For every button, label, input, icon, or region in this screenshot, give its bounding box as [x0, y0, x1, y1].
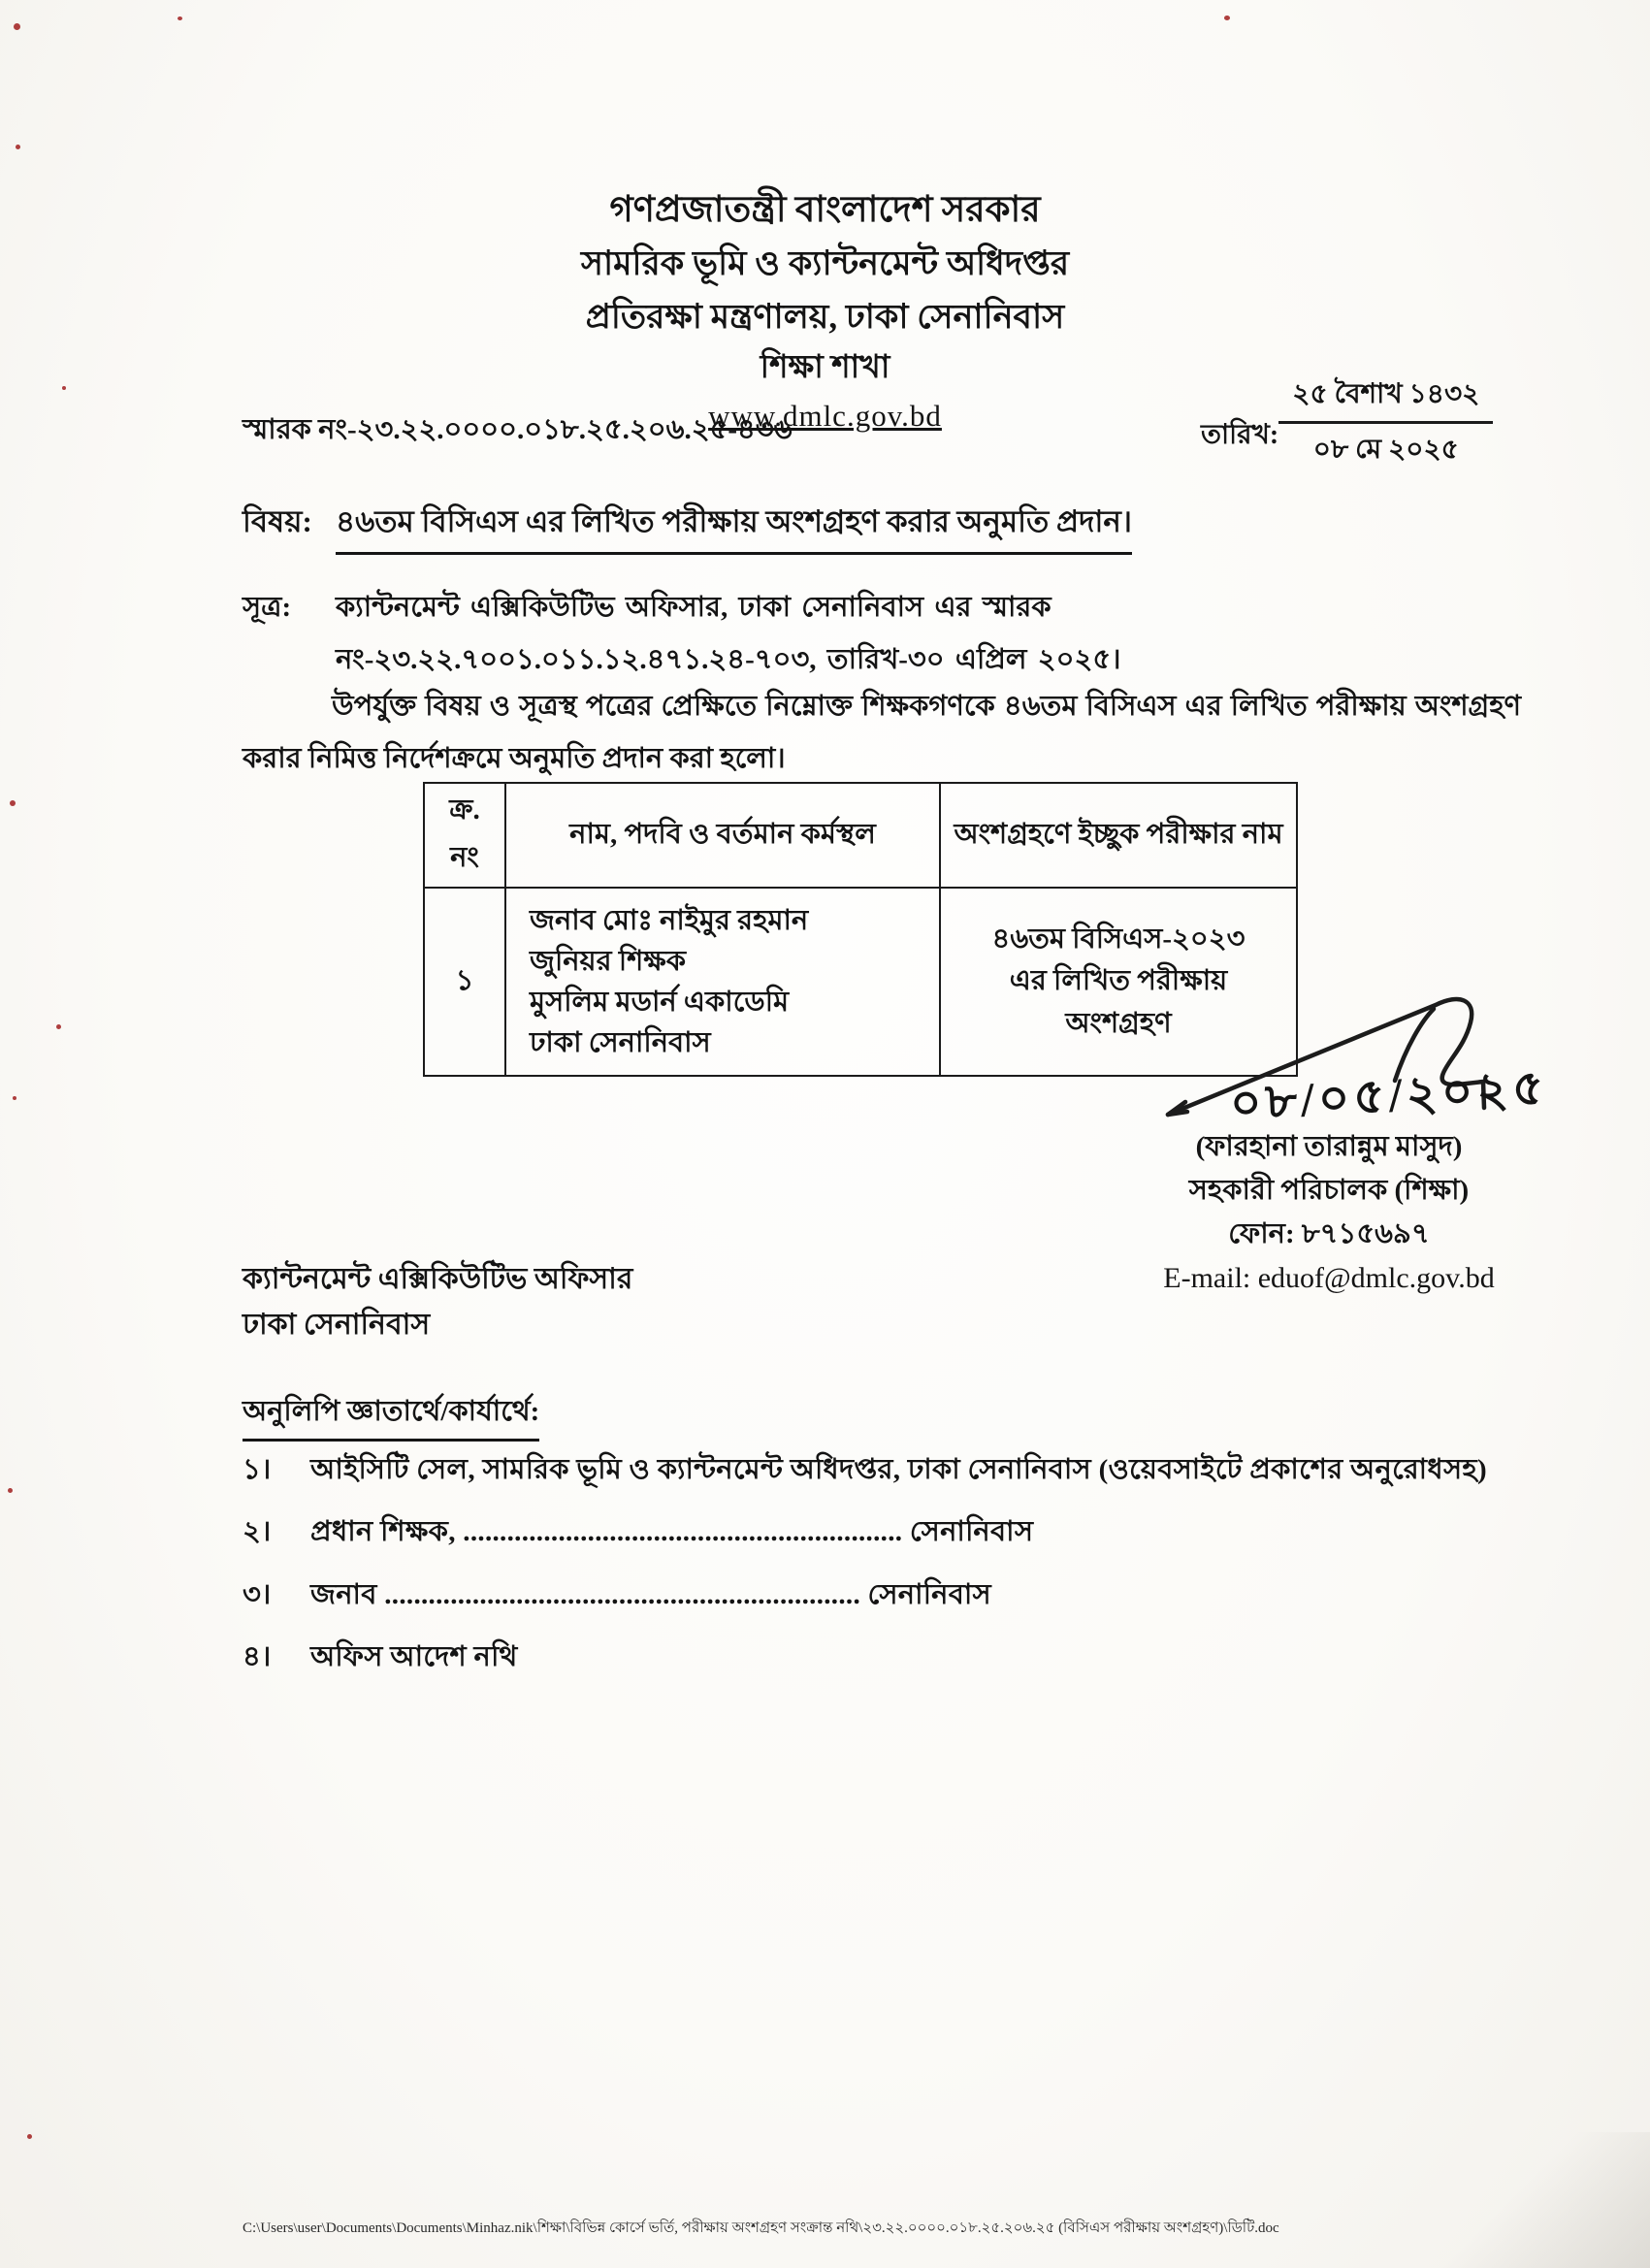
- directorate-name: সামরিক ভূমি ও ক্যান্টনমেন্ট অধিদপ্তর: [580, 244, 1070, 283]
- copy-item-text: জনাব ................................................................. সেনানিবাস: [310, 1578, 992, 1610]
- copy-item-number: ২।: [243, 1516, 272, 1548]
- table-header-row: [424, 783, 1297, 888]
- copy-item: [243, 1509, 1533, 1554]
- scan-speck: [8, 1488, 13, 1493]
- teacher-designation: জুনিয়র শিক্ষক: [530, 946, 687, 978]
- signatory-name: (ফারহানা তারান্নুম মাসুদ): [1195, 1131, 1463, 1162]
- cell-serial: ১: [424, 888, 505, 1076]
- copies-heading: অনুলিপি জ্ঞাতার্থে/কার্যার্থে:: [243, 1389, 539, 1442]
- subject-row: [243, 499, 1523, 555]
- header-exam-name: অংশগ্রহণে ইচ্ছুক পরীক্ষার নাম: [940, 783, 1297, 888]
- copy-item-number: ৪।: [243, 1641, 272, 1673]
- signatory-designation: সহকারী পরিচালক (শিক্ষা): [1188, 1174, 1470, 1206]
- copy-item-text: প্রধান শিক্ষক, ............................................................ সেনানিবাস: [310, 1516, 1034, 1548]
- header-name-post: নাম, পদবি ও বর্তমান কর্মস্থল: [505, 783, 940, 888]
- addressee-location: ঢাকা সেনানিবাস: [243, 1308, 431, 1341]
- header-serial: ক্র. নং: [424, 783, 505, 888]
- subject-label: বিষয়:: [243, 504, 312, 538]
- scan-speck: [16, 145, 20, 149]
- scan-speck: [27, 2134, 32, 2139]
- signatory-email: E-mail: eduof@dmlc.gov.bd: [1163, 1261, 1495, 1294]
- reference-row: [243, 582, 1523, 686]
- subject-text: ৪৬তম বিসিএস এর লিখিত পরীক্ষায় অংশগ্রহণ করার অনুমতি প্রদান।: [336, 499, 1132, 555]
- copy-item: [243, 1635, 1533, 1679]
- copy-item-text: আইসিটি সেল, সামরিক ভূমি ও ক্যান্টনমেন্ট অধিদপ্তর, ঢাকা সেনানিবাস (ওয়েবসাইটে প্রকাশের অনুরোধসহ): [310, 1454, 1487, 1485]
- signature-block: [1116, 1125, 1542, 1301]
- date-block: [1201, 373, 1493, 473]
- scan-corner-shade: [1437, 2132, 1650, 2268]
- addressee-title: ক্যান্টনমেন্ট এক্সিকিউটিভ অফিসার: [243, 1263, 633, 1295]
- cell-exam: ৪৬তম বিসিএস-২০২৩ এর লিখিত পরীক্ষায় অংশগ্রহণ: [940, 888, 1297, 1076]
- ministry-name: প্রতিরক্ষা মন্ত্রণালয়, ঢাকা সেনানিবাস: [585, 297, 1065, 336]
- copy-item-number: ১।: [243, 1454, 272, 1485]
- scan-speck: [14, 23, 20, 30]
- date-bangla: ২৫ বৈশাখ ১৪৩২: [1278, 373, 1493, 424]
- addressee-block: [243, 1257, 632, 1347]
- scan-speck: [56, 1024, 61, 1029]
- reference-text: ক্যান্টনমেন্ট এক্সিকিউটিভ অফিসার, ঢাকা সেনানিবাস এর স্মারক নং-২৩.২২.৭০০১.০১১.১২.৪৭১.২৪-৭০৩, তারিখ-৩০ এপ্রিল ২০২৫।: [336, 592, 1121, 675]
- teacher-institution: মুসলিম মডার্ন একাডেমি: [530, 987, 790, 1019]
- government-title: গণপ্রজাতন্ত্রী বাংলাদেশ সরকার: [609, 190, 1041, 230]
- memo-number: স্মারক নং-২৩.২২.০০০০.০১৮.২৫.২০৬.২৫-৪৩৬: [243, 414, 793, 445]
- reference-label: সূত্র:: [243, 592, 292, 623]
- body-paragraph: উপর্যুক্ত বিষয় ও সূত্রস্থ পত্রের প্রেক্ষিতে নিম্নোক্ত শিক্ষকগণকে ৪৬তম বিসিএস এর লিখিত পরীক্ষায় অংশগ্রহণ করার নিমিত্ত নির্দেশক্রমে অনুমতি প্রদান করা হলো।: [243, 691, 1521, 774]
- copy-item-number: ৩।: [243, 1578, 272, 1610]
- scan-speck: [10, 800, 16, 806]
- scan-speck: [178, 16, 182, 20]
- teacher-name: জনাব মোঃ নাইমুর রহমান: [530, 905, 809, 936]
- date-values: [1278, 373, 1493, 473]
- branch-name: শিক্ষা শাখা: [760, 349, 890, 385]
- signatory-phone: ফোন: ৮৭১৫৬৯৭: [1228, 1217, 1430, 1249]
- date-label: তারিখ:: [1201, 419, 1279, 450]
- footer-file-path: C:\Users\user\Documents\Documents\Minhaz.nik\শিক্ষা\বিভিন্ন কোর্সে ভর্তি, পরীক্ষায় অংশগ্রহণ সংক্রান্ত নথি\২৩.২২.০০০০.০১৮.২৫.২০৬.২৫ (বিসিএস পরীক্ষায় অংশগ্রহণ)\ডিটি.doc: [243, 2220, 1279, 2236]
- copy-item-text: অফিস আদেশ নথি: [310, 1641, 518, 1673]
- copy-item: [243, 1447, 1533, 1492]
- date-gregorian: ০৮ মে ২০২৫: [1312, 435, 1459, 465]
- copy-item: [243, 1572, 1533, 1617]
- cell-name-post: [505, 888, 940, 1076]
- handwritten-date: ০৮/০৫/২০২৫: [1228, 1059, 1549, 1131]
- copies-list: [243, 1447, 1533, 1698]
- scan-speck: [13, 1096, 16, 1100]
- teacher-location: ঢাকা সেনানিবাস: [530, 1027, 711, 1059]
- website-url: www.dmlc.gov.bd: [708, 398, 942, 433]
- scan-speck: [1224, 16, 1230, 20]
- scan-speck: [62, 386, 66, 390]
